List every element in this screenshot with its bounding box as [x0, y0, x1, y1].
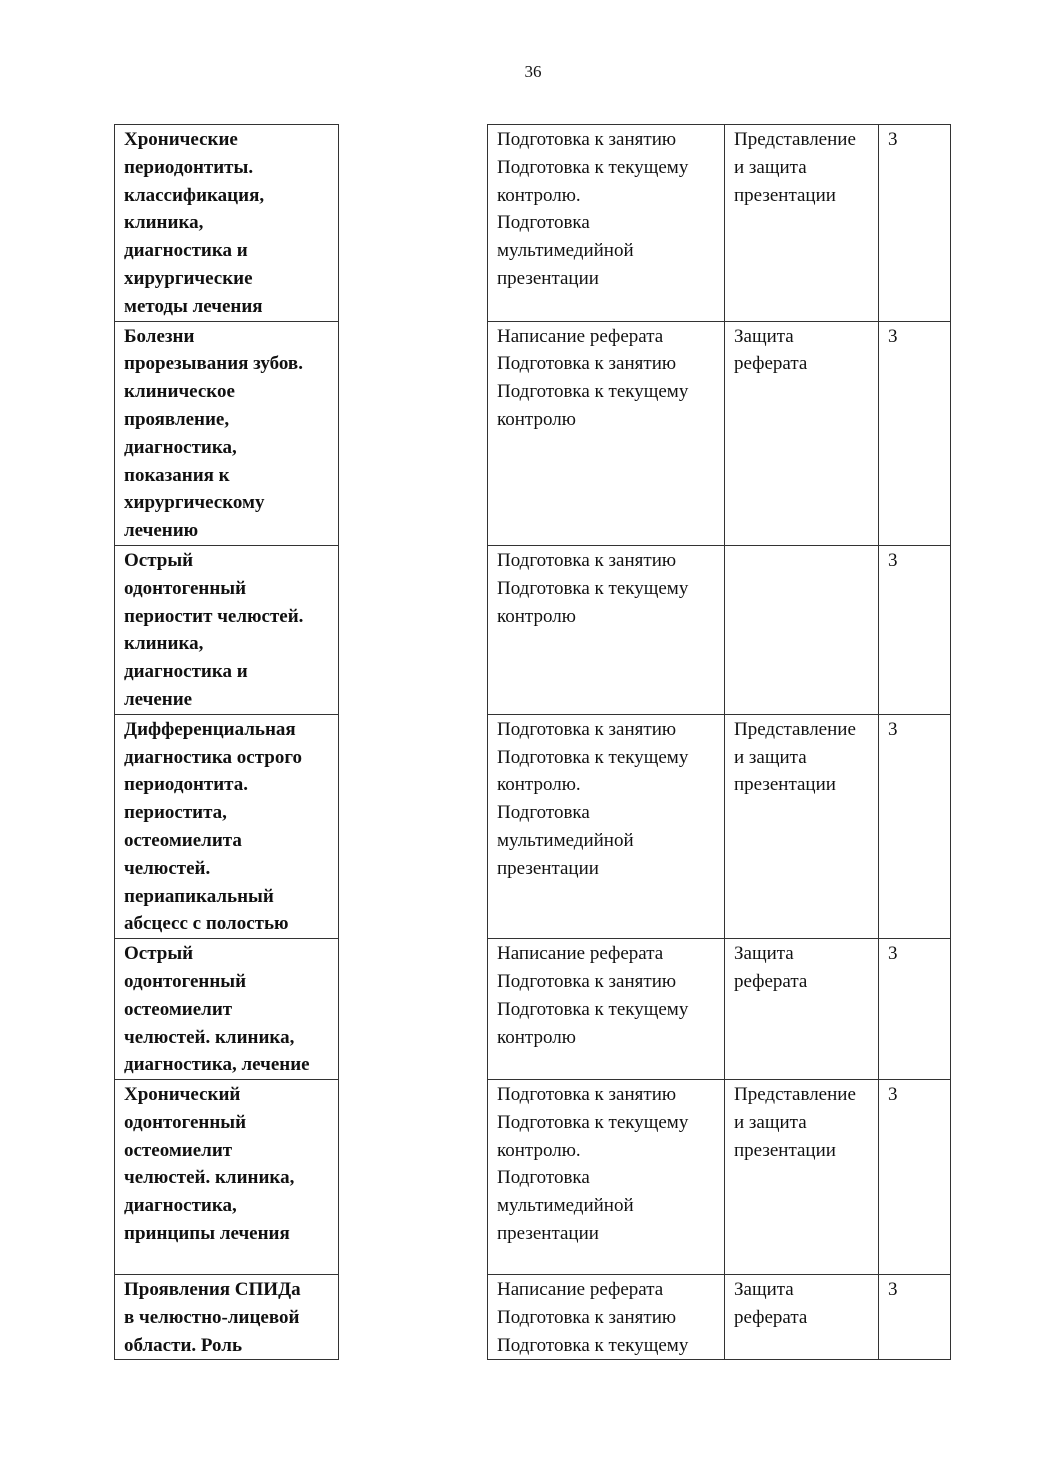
control-form-cell-line: и защита — [734, 1111, 807, 1133]
control-form-cell-line: реферата — [734, 353, 808, 375]
topic-cell-line: Хронические — [124, 129, 238, 150]
table-row — [115, 545, 951, 714]
control-form-cell-line: Защита — [734, 1279, 794, 1301]
work-type-cell-line: Написание реферата — [497, 943, 664, 965]
topic-cell — [115, 1275, 339, 1360]
topic-cell-line: периапикальный — [124, 885, 274, 907]
control-form-cell — [725, 939, 879, 1080]
topic-cell-line: клиника, — [124, 633, 204, 655]
topic-cell-line: проявление, — [124, 408, 230, 430]
hours-cell: 3 — [879, 939, 951, 1080]
work-type-cell-line: контролю. — [497, 774, 581, 796]
topic-cell-line: диагностика и — [124, 661, 248, 683]
topic-cell-line: хирургические — [124, 267, 253, 289]
topic-cell — [115, 125, 339, 322]
topic-cell-line: одонтогенный — [124, 1111, 247, 1133]
topic-cell-line: челюстей. клиника, — [124, 1026, 295, 1048]
topic-cell — [115, 1080, 339, 1275]
work-type-cell-line: мультимедийной — [497, 829, 634, 851]
control-form-cell-line: Представление — [734, 129, 856, 150]
topic-cell-line: периостит челюстей. — [124, 605, 304, 627]
hours-cell: 3 — [879, 545, 951, 714]
table-row — [115, 125, 951, 322]
topic-cell — [115, 939, 339, 1080]
topic-cell-line: периодонтиты. — [124, 156, 254, 178]
work-type-cell-line: контролю — [497, 1026, 576, 1048]
control-form-cell-line: реферата — [734, 1306, 808, 1328]
work-type-cell — [488, 1080, 725, 1275]
hours-cell: 3 — [879, 321, 951, 545]
work-type-cell-line: Подготовка к текущему — [497, 1334, 689, 1356]
topic-cell-line: Острый — [124, 549, 194, 571]
work-type-cell-line: Написание реферата — [497, 325, 664, 347]
work-type-cell-line: контролю — [497, 408, 576, 430]
control-form-cell — [725, 714, 879, 938]
page-number: 36 — [524, 62, 542, 81]
control-form-cell — [725, 321, 879, 545]
work-type-cell-line: Подготовка к текущему — [497, 746, 689, 768]
work-type-cell-line: презентации — [497, 857, 599, 879]
table-row — [115, 1080, 951, 1275]
table-row — [115, 1275, 951, 1360]
topic-cell-line: классификация, — [124, 184, 265, 206]
work-type-cell — [488, 714, 725, 938]
topic-cell-line: остеомиелита — [124, 829, 242, 851]
topic-cell-line: периостита, — [124, 802, 227, 824]
topic-cell-line: показания к — [124, 464, 230, 486]
topic-cell-line: лечение — [124, 688, 193, 710]
topic-cell-line: Проявления СПИДа — [124, 1279, 301, 1301]
hours-cell: 3 — [879, 1080, 951, 1275]
topic-cell — [115, 321, 339, 545]
control-form-cell-line: реферата — [734, 970, 808, 992]
topic-cell-line: Хронический — [124, 1084, 241, 1106]
topic-cell-line: остеомиелит — [124, 998, 233, 1020]
control-form-cell — [725, 545, 879, 714]
control-form-cell-line: Защита — [734, 325, 794, 347]
empty-cell — [339, 125, 488, 322]
topic-cell-line: хирургическому — [124, 492, 265, 514]
study-plan-table — [114, 124, 951, 1360]
control-form-cell — [725, 1080, 879, 1275]
table-row — [115, 939, 951, 1080]
topic-cell-line: диагностика и — [124, 240, 248, 262]
topic-cell-line: челюстей. клиника, — [124, 1167, 295, 1189]
empty-cell — [339, 714, 488, 938]
control-form-cell-line: Представление — [734, 718, 856, 740]
work-type-cell-line: Подготовка к текущему — [497, 998, 689, 1020]
work-type-cell-line: Подготовка к текущему — [497, 381, 689, 403]
topic-cell-line: диагностика, лечение — [124, 1054, 310, 1076]
topic-cell-line: периодонтита. — [124, 774, 249, 796]
work-type-cell-line: Подготовка к занятию — [497, 1084, 677, 1106]
work-type-cell-line: Подготовка — [497, 802, 590, 824]
topic-cell-line: клиническое — [124, 381, 235, 403]
work-type-cell-line: мультимедийной — [497, 1195, 634, 1217]
work-type-cell-line: Написание реферата — [497, 1279, 664, 1301]
work-type-cell-line: мультимедийной — [497, 240, 634, 262]
work-type-cell-line: Подготовка к текущему — [497, 156, 689, 178]
control-form-cell-line: презентации — [734, 1139, 836, 1161]
topic-cell-line: лечению — [124, 520, 199, 542]
topic-cell-line: диагностика острого — [124, 746, 302, 768]
work-type-cell-line: контролю. — [497, 184, 581, 206]
work-type-cell-line: Подготовка — [497, 212, 590, 234]
work-type-cell-line: Подготовка к текущему — [497, 577, 689, 599]
work-type-cell — [488, 321, 725, 545]
control-form-cell-line: презентации — [734, 184, 836, 206]
control-form-cell — [725, 125, 879, 322]
topic-cell-line: прорезывания зубов. — [124, 353, 303, 375]
work-type-cell-line: Подготовка — [497, 1167, 590, 1189]
topic-cell-line: принципы лечения — [124, 1223, 290, 1245]
work-type-cell-line: Подготовка к занятию — [497, 549, 677, 571]
work-type-cell — [488, 125, 725, 322]
topic-cell-line: одонтогенный — [124, 970, 247, 992]
hours-cell: 3 — [879, 125, 951, 322]
hours-cell: 3 — [879, 714, 951, 938]
empty-cell — [339, 1080, 488, 1275]
work-type-cell-line: Подготовка к занятию — [497, 718, 677, 740]
control-form-cell-line: Представление — [734, 1084, 856, 1106]
table-row — [115, 714, 951, 938]
topic-cell — [115, 545, 339, 714]
work-type-cell-line: Подготовка к занятию — [497, 353, 677, 375]
topic-cell-line: методы лечения — [124, 295, 263, 317]
work-type-cell-line: Подготовка к текущему — [497, 1111, 689, 1133]
work-type-cell-line: контролю. — [497, 1139, 581, 1161]
work-type-cell-line: презентации — [497, 1223, 599, 1245]
control-form-cell-line: презентации — [734, 774, 836, 796]
empty-cell — [339, 1275, 488, 1360]
work-type-cell-line: Подготовка к занятию — [497, 970, 677, 992]
table-row — [115, 321, 951, 545]
topic-cell-line: остеомиелит — [124, 1139, 233, 1161]
topic-cell-line: одонтогенный — [124, 577, 247, 599]
work-type-cell — [488, 545, 725, 714]
topic-cell-line: челюстей. — [124, 857, 211, 879]
topic-cell-line: диагностика, — [124, 436, 237, 458]
work-type-cell-line: презентации — [497, 267, 599, 289]
work-type-cell-line: контролю — [497, 605, 576, 627]
study-plan-table-body — [115, 125, 951, 1360]
topic-cell-line: в челюстно-лицевой — [124, 1306, 300, 1328]
topic-cell-line: Дифференциальная — [124, 718, 296, 740]
topic-cell — [115, 714, 339, 938]
control-form-cell — [725, 1275, 879, 1360]
topic-cell-line: абсцесс с полостью — [124, 913, 289, 935]
empty-cell — [339, 321, 488, 545]
hours-cell: 3 — [879, 1275, 951, 1360]
topic-cell-line: Болезни — [124, 325, 195, 347]
control-form-cell-line: и защита — [734, 156, 807, 178]
work-type-cell — [488, 1275, 725, 1360]
topic-cell-line: Острый — [124, 943, 194, 965]
work-type-cell-line: Подготовка к занятию — [497, 129, 677, 150]
control-form-cell-line: и защита — [734, 746, 807, 768]
work-type-cell-line: Подготовка к занятию — [497, 1306, 677, 1328]
topic-cell-line: клиника, — [124, 212, 204, 234]
control-form-cell-line: Защита — [734, 943, 794, 965]
topic-cell-line: области. Роль — [124, 1334, 242, 1356]
work-type-cell — [488, 939, 725, 1080]
empty-cell — [339, 545, 488, 714]
empty-cell — [339, 939, 488, 1080]
topic-cell-line: диагностика, — [124, 1195, 237, 1217]
